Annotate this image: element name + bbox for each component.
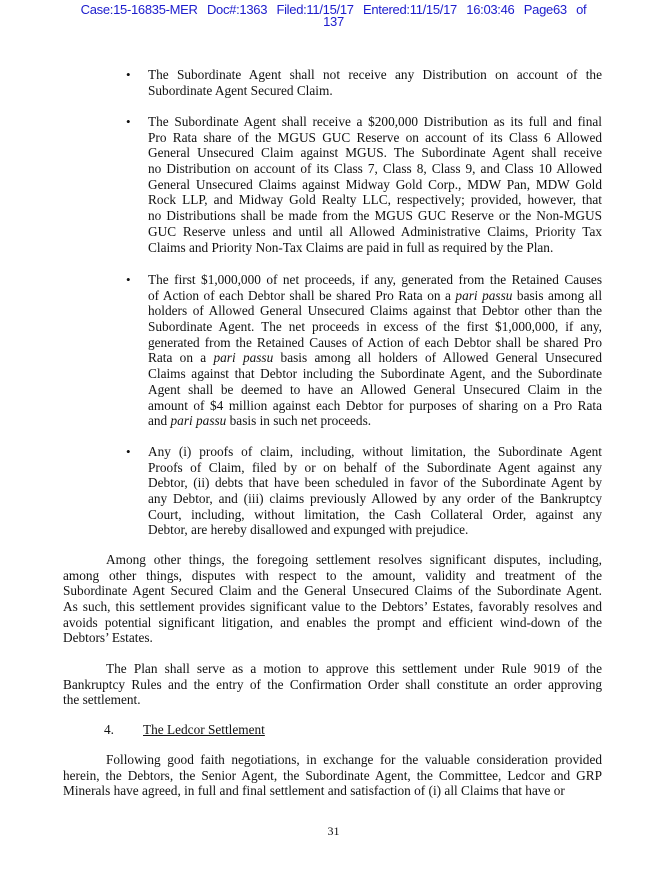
- text-line: amount of $4 million against each Debtor for purposes of sharing on a Pro Rata: [148, 397, 602, 413]
- text-line: Subordinate Agent Secured Claim and the General Unsecured Claims of the Subordinate Agent.: [63, 583, 602, 599]
- page-number: 31: [327, 824, 340, 838]
- bullet-icon: •: [126, 114, 131, 129]
- bullet-icon: •: [126, 444, 131, 459]
- text-line: the settlement.: [63, 692, 141, 708]
- text-segment: basis in such net proceeds.: [226, 413, 372, 429]
- text-line: Subordinate Agent. The net proceeds in excess of the first $1,000,000, if any,: [148, 319, 602, 335]
- text-line: Claims and Priority Non-Tax Claims are paid in full as required by the Plan.: [148, 239, 554, 255]
- section-title: The Ledcor Settlement: [143, 722, 265, 737]
- text-line: Rock LLP, and Midway Gold Realty LLC, respectively; provided, however, that: [148, 192, 602, 208]
- italic-text: pari passu: [455, 287, 513, 303]
- text-segment: basis among all holders of Allowed General Unsecured: [273, 350, 602, 366]
- text-line: [148, 413, 602, 429]
- text-segment: Rata on a: [148, 350, 214, 366]
- text-line: The Plan shall serve as a motion to approve this settlement under Rule 9019 of the: [106, 661, 602, 676]
- text-line: Agent shall be deemed to have an Allowed General Unsecured Claim in the: [148, 381, 602, 397]
- text-line: General Unsecured Claim against MGUS. The Subordinate Agent shall receive: [148, 145, 602, 161]
- body-paragraph: [63, 661, 602, 708]
- text-line: herein, the Debtors, the Senior Agent, the Subordinate Agent, the Committee, Ledcor and GRP: [63, 767, 602, 783]
- body-paragraph: [63, 752, 602, 799]
- bullet-icon: •: [126, 272, 131, 287]
- text-line: Subordinate Agent Secured Claim.: [148, 82, 333, 98]
- text-line: Proofs of Claim, filed by or on behalf of the Subordinate Agent against any: [148, 459, 602, 475]
- text-line: As such, this settlement provides significant value to the Debtors’ Estates, favorably resolves and: [63, 599, 602, 615]
- text-line: The Subordinate Agent shall not receive any Distribution on account of the: [148, 67, 602, 82]
- bullet-item: [126, 272, 603, 429]
- text-segment: and: [148, 413, 171, 429]
- filing-header: Case:15-16835-MER Doc#:1363 Filed:11/15/17 Entered:11/15/17 16:03:46 Page63 of: [80, 2, 587, 17]
- bullet-item: [126, 444, 602, 538]
- bullet-item: [126, 67, 602, 98]
- text-line: Minerals have agreed, in full and final settlement and satisfaction of (i) all Claims that have or: [63, 783, 565, 799]
- text-line: any Debtor, and (iii) claims previously Allowed by any order of the Bankruptcy: [148, 491, 602, 507]
- text-line: [148, 350, 602, 366]
- bullet-icon: •: [126, 67, 131, 82]
- body-paragraph: [63, 552, 602, 646]
- text-line: Court, including, without limitation, the Cash Collateral Order, against any: [148, 506, 602, 522]
- text-line: avoids potential significant litigation, and enables the prompt and efficient wind-down of the: [63, 614, 602, 630]
- text-line: Any (i) proofs of claim, including, without limitation, the Subordinate Agent: [148, 444, 602, 459]
- text-line: General Unsecured Claims against Midway Gold Corp., MDW Pan, MDW Gold: [148, 176, 602, 192]
- text-segment: of Action of each Debtor shall be shared Pro Rata on a: [148, 287, 456, 303]
- text-line: no Distribution on account of its Class 7, Class 8, Class 9, and Class 10 Allowed: [148, 161, 602, 177]
- text-line: Among other things, the foregoing settlement resolves significant disputes, including,: [106, 552, 602, 567]
- text-line: Debtor, (ii) debts that have been scheduled in favor of the Subordinate Agent by: [148, 475, 602, 491]
- text-line: Bankruptcy Rules and the entry of the Confirmation Order shall constitute an order approving: [63, 676, 602, 692]
- text-line: GUC Reserve unless and until all Allowed Administrative Claims, Priority Tax: [148, 223, 602, 239]
- text-line: no Distributions shall be made from the MGUS GUC Reserve or the Non-MGUS: [148, 208, 602, 224]
- text-line: among other things, disputes with respect to the amount, validity and treatment of the: [63, 567, 602, 583]
- text-line: The Subordinate Agent shall receive a $200,000 Distribution as its full and final: [148, 114, 602, 129]
- text-line: Debtor, are hereby disallowed and expunged with prejudice.: [148, 522, 469, 538]
- bullet-item: [126, 114, 602, 255]
- text-line: [148, 288, 602, 304]
- text-line: generated from the Retained Causes of Action of each Debtor shall be shared Pro: [148, 334, 602, 350]
- filing-header-page-total: 137: [323, 14, 344, 29]
- text-line: Claims against that Debtor including the Subordinate Agent, and the Subordinate: [148, 366, 602, 382]
- text-line: The first $1,000,000 of net proceeds, if any, generated from the Retained Causes: [148, 272, 602, 287]
- text-line: Pro Rata share of the MGUS GUC Reserve on account of its Class 6 Allowed: [148, 129, 602, 145]
- text-line: Following good faith negotiations, in exchange for the valuable consideration provided: [106, 752, 602, 767]
- text-line: holders of Allowed General Unsecured Claims against that Debtor other than the: [148, 303, 602, 319]
- text-segment: basis among all: [512, 287, 603, 303]
- text-line: Debtors’ Estates.: [63, 630, 153, 646]
- italic-text: pari passu: [213, 350, 274, 366]
- section-heading: [104, 722, 265, 738]
- section-number: 4.: [104, 722, 114, 737]
- italic-text: pari passu: [170, 413, 227, 429]
